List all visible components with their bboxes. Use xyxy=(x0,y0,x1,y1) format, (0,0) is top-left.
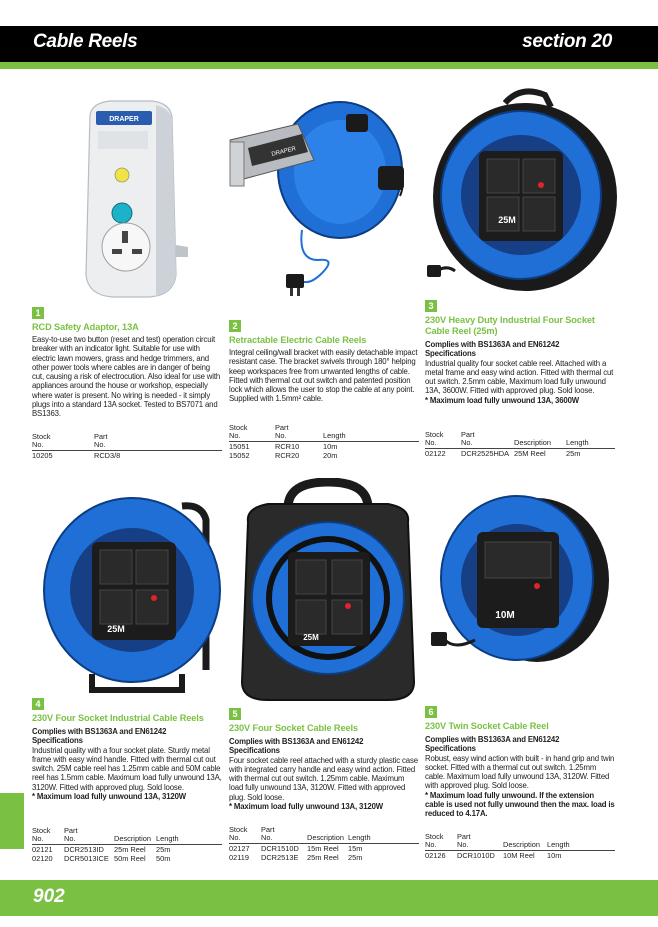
product-number-badge: 4 xyxy=(32,698,44,710)
max-load-note: * Maximum load fully unwound 13A, 3120W xyxy=(32,792,187,802)
part-no-cell: RCR20 xyxy=(275,451,300,460)
specifications-label: Specifications xyxy=(32,736,83,746)
part-no-cell: DCR2513ID xyxy=(64,845,104,854)
reel-length-label: 10M xyxy=(495,610,515,621)
product-description: Industrial quality four socket cable reel. Attached with a metal frame and easy wind action. Fitted with thermal cut out switch. 2.5mm cable, Maximum load fully unwound 13A, 3600W. Fitted with approved plug. Sold loose. xyxy=(425,358,614,396)
product-description: Easy-to-use two button (reset and test) operation circuit breaker with an indicator light. Suitable for use with electric lawn mowers, grass and hedge trimmers, and other power tools where cables are in danger of being cut, causing a risk of electrocution. Also ideal for use with appliances around the house or workshop, especially where water is present. No wiring is needed - it simply plugs into a standard 13A socket. Tested to BS7071 and BS1363. xyxy=(32,335,221,419)
product-title: RCD Safety Adaptor, 13A xyxy=(32,322,139,332)
page-number: 902 xyxy=(33,886,65,907)
table-header-row xyxy=(425,833,615,851)
column-header: Length xyxy=(566,431,615,449)
part-no-cell: RCD3/8 xyxy=(94,451,121,460)
column-header: Description xyxy=(114,827,156,845)
stock-no-cell: 15052 xyxy=(229,451,250,460)
table-header-row xyxy=(229,826,419,844)
stock-no-cell: 02126 xyxy=(425,851,446,860)
product-title: Retractable Electric Cable Reels xyxy=(229,335,367,345)
column-header: Description xyxy=(514,431,566,449)
description-cell: 50m Reel xyxy=(114,854,146,863)
column-header: Stock No. xyxy=(229,424,275,442)
section-label: section 20 xyxy=(522,31,612,52)
product-number-badge: 3 xyxy=(425,300,437,312)
reel-length-label: 25M xyxy=(107,624,125,634)
svg-text:DRAPER: DRAPER xyxy=(271,146,297,158)
column-header: Stock No. xyxy=(425,833,457,851)
table-row xyxy=(32,845,222,855)
industrial-cable-reel-image xyxy=(32,490,227,700)
product-title: 230V Four Socket Industrial Cable Reels xyxy=(32,713,204,723)
column-header: Length xyxy=(348,826,419,844)
description-cell: 10M Reel xyxy=(503,851,535,860)
four-socket-cable-reel-image xyxy=(228,478,423,708)
column-header: Length xyxy=(156,827,222,845)
table-row xyxy=(229,442,419,452)
compliance-text: Complies with BS1363A and EN61242 xyxy=(32,727,167,736)
column-header: Part No. xyxy=(64,827,114,845)
stock-no-cell: 02119 xyxy=(229,853,250,862)
column-header: Part No. xyxy=(261,826,307,844)
max-load-note: * Maximum load fully unwound 13A, 3600W xyxy=(425,395,580,405)
column-header: Part No. xyxy=(457,833,503,851)
product-number-badge: 6 xyxy=(425,706,437,718)
product-title: 230V Heavy Duty Industrial Four Socket Cable Reel (25m) xyxy=(425,315,595,336)
reel-length-label: 25M xyxy=(498,215,516,225)
max-load-note: * Maximum load fully unwound. If the extension cable is used not fully unwound then the max. load is reduced to 4.17A. xyxy=(425,790,615,819)
column-header: Part No. xyxy=(461,431,514,449)
column-header: Stock No. xyxy=(32,827,64,845)
compliance-text: Complies with BS1363A and EN61242 xyxy=(425,735,560,744)
product-title: 230V Four Socket Cable Reels xyxy=(229,723,358,733)
stock-table xyxy=(229,424,419,460)
part-no-cell: DCR1010D xyxy=(457,851,495,860)
column-header: Stock No. xyxy=(425,431,461,449)
length-cell: 15m xyxy=(347,844,363,853)
compliance-text: Complies with BS1363A and EN61242 xyxy=(229,737,364,746)
specifications-label: Specifications xyxy=(425,349,476,359)
table-row xyxy=(229,451,419,460)
rcd-adaptor-image xyxy=(70,95,190,305)
column-header: Part No. xyxy=(94,433,222,451)
description-cell: 15m Reel xyxy=(307,844,339,853)
product-number-badge: 2 xyxy=(229,320,241,332)
table-row xyxy=(32,451,222,461)
column-header: Length xyxy=(547,833,615,851)
product-title: 230V Twin Socket Cable Reel xyxy=(425,721,549,731)
product-number-badge: 5 xyxy=(229,708,241,720)
compliance-text: Complies with BS1363A and EN61242 xyxy=(425,340,560,349)
stock-no-cell: 02120 xyxy=(32,854,53,863)
stock-table xyxy=(425,431,615,458)
product-description-block xyxy=(425,340,615,405)
column-header: Description xyxy=(307,826,348,844)
part-no-cell: DCR5013ICE xyxy=(64,854,109,863)
length-cell: 50m xyxy=(156,854,171,863)
product-description: Four socket cable reel attached with a sturdy plastic case with integrated carry handle and easy wind action. Fitted with thermal cut out switch. 1.25mm cable. Maximum load fully unwound 13A, 3120W. Fitted with approved plug. Sold loose. xyxy=(229,755,418,802)
product-description: Integral ceiling/wall bracket with easily detachable impact resistant case. The bracket swivels through 180° helping keep workspaces free from unwanted lengths of cable. Fitted with thermal cut out switch and patented position lock which allows the user to stop the cable at any point. Supplied with 1.5mm² cable. xyxy=(229,348,418,404)
stock-table xyxy=(425,833,615,860)
table-row xyxy=(229,853,419,862)
length-cell: 25m xyxy=(347,853,363,862)
table-header-row xyxy=(32,433,222,451)
description-cell: 25M Reel xyxy=(514,449,546,458)
specifications-label: Specifications xyxy=(425,744,476,754)
product-description: Industrial quality with a four socket plate. Sturdy metal frame with easy wind handle. Fitted with thermal cut out switch. 25M cable reel has 1.25mm cable and 50M cable reel has 1.5mm cable. Maximum load fully unwound 13A, 3120W. Fitted with approved plug. Sold loose. xyxy=(32,745,222,792)
table-header-row xyxy=(32,827,222,845)
length-cell: 10m xyxy=(547,851,562,860)
table-row xyxy=(229,844,419,854)
stock-no-cell: 15051 xyxy=(229,442,250,451)
stock-no-cell: 02127 xyxy=(229,844,250,853)
stock-table xyxy=(32,433,222,460)
heavy-duty-cable-reel-image xyxy=(425,85,620,300)
length-cell: 20m xyxy=(323,451,338,460)
table-header-row xyxy=(425,431,615,449)
stock-no-cell: 02122 xyxy=(425,449,446,458)
footer-bar xyxy=(0,880,658,916)
product-description-block xyxy=(229,737,419,811)
column-header: Stock No. xyxy=(32,433,94,451)
table-row xyxy=(425,449,615,459)
stock-no-cell: 10205 xyxy=(32,451,53,460)
length-cell: 10m xyxy=(323,442,338,451)
svg-text:DRAPER: DRAPER xyxy=(109,116,139,123)
description-cell: 25m Reel xyxy=(307,853,339,862)
header-accent-stripe xyxy=(0,62,658,69)
part-no-cell: DCR2525HDA xyxy=(461,449,510,458)
description-cell: 25m Reel xyxy=(114,845,146,854)
table-row xyxy=(32,854,222,863)
table-header-row xyxy=(229,424,419,442)
twin-socket-cable-reel-image xyxy=(425,490,620,695)
column-header: Length xyxy=(323,424,419,442)
length-cell: 25m xyxy=(156,845,171,854)
max-load-note: * Maximum load fully unwound 13A, 3120W xyxy=(229,802,384,812)
column-header: Description xyxy=(503,833,547,851)
table-row xyxy=(425,851,615,861)
product-description-block xyxy=(32,727,222,801)
stock-table xyxy=(32,827,222,863)
product-number-badge: 1 xyxy=(32,307,44,319)
part-no-cell: DCR2513E xyxy=(261,853,299,862)
stock-no-cell: 02121 xyxy=(32,845,53,854)
stock-table xyxy=(229,826,419,862)
reel-length-label: 25M xyxy=(303,633,319,642)
specifications-label: Specifications xyxy=(229,746,280,756)
column-header: Part No. xyxy=(275,424,323,442)
part-no-cell: DCR1510D xyxy=(261,844,299,853)
part-no-cell: RCR10 xyxy=(275,442,300,451)
section-side-tab xyxy=(0,793,24,849)
retractable-reel-image xyxy=(228,100,418,315)
length-cell: 25m xyxy=(566,449,581,458)
column-header: Stock No. xyxy=(229,826,261,844)
page-title: Cable Reels xyxy=(33,31,138,52)
product-description: Robust, easy wind action with built - in hand grip and twin socket. Fitted with a thermal cut out switch. 1.25mm cable. Maximum load fully unwound 13A, 3120W. Fitted with approved plug. Sold loose. xyxy=(425,753,615,791)
product-description-block xyxy=(425,735,615,819)
